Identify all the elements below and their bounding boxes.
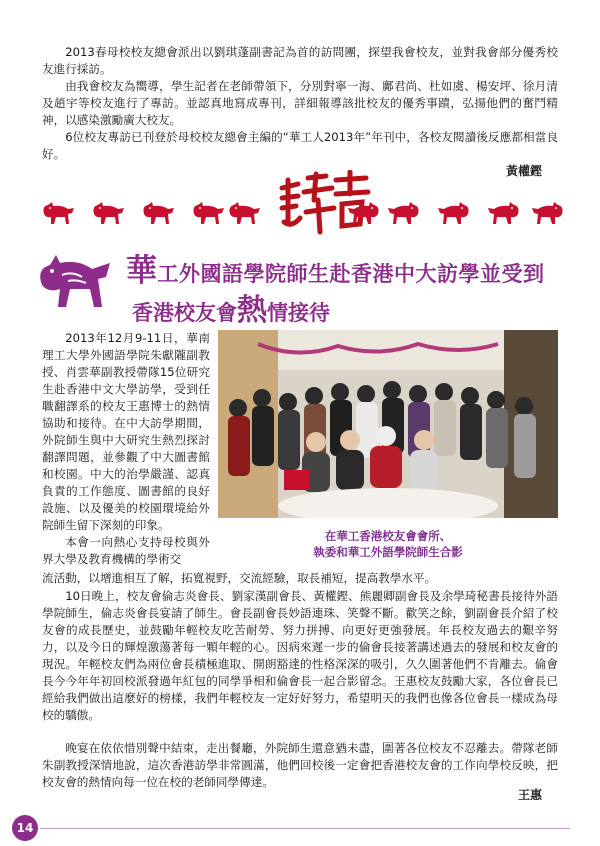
red-horse-icon xyxy=(38,200,78,228)
article-paragraph-2-continued: 流活動，以增進相互了解，拓寬視野，交流經驗，取長補短，提高教學水平。 xyxy=(42,571,437,585)
title-line2-part-b: 情接待 xyxy=(267,301,330,325)
article-title xyxy=(32,245,572,328)
red-horse-icon xyxy=(138,200,178,228)
red-horse-icon xyxy=(188,200,228,228)
title-initial: 華 xyxy=(126,253,158,289)
red-horse-icon xyxy=(434,200,474,228)
photo-caption xyxy=(218,528,558,560)
intro-paragraph-2: 由我會校友為嚮導，學生記者在老師帶領下，分別對寧一海、鄺君尚、杜如虞、楊安坪、徐月清及趙宇等校友進行了專訪。並認真地寫成專刊，詳細報導該批校友的優秀事蹟，弘揚他們的奮鬥精神，以感染激勵廣大校友。 xyxy=(42,79,558,127)
photo-caption-line-2: 執委和華工外語學院師生合影 xyxy=(313,545,463,559)
red-horse-icon xyxy=(484,200,524,228)
title-line2-emphasis: 熱 xyxy=(237,293,267,328)
intro-paragraph-3: 6位校友專訪已刊登於母校校友總會主編的“華工人2013年”年刊中，各校友閱讀後反應都相當良好。 xyxy=(42,130,558,161)
red-horse-icon xyxy=(528,200,568,228)
intro-paragraph-1: 2013春母校校友總會派出以劉琪蓬副書記為首的訪問團，探望我會校友，並對我會部分優秀校友進行採訪。 xyxy=(42,45,558,76)
photo-caption-line-1: 在華工香港校友會會所、 xyxy=(324,529,452,543)
red-horse-icon xyxy=(224,200,264,228)
group-photo-image xyxy=(218,330,558,518)
red-horse-icon xyxy=(88,200,128,228)
red-horse-icon xyxy=(384,200,424,228)
red-horse-icon xyxy=(344,200,384,228)
footer-rule xyxy=(40,828,570,829)
article-paragraph-4: 晚宴在依依惜別聲中結束，走出餐廳，外院師生還意猶未盡，圍著各位校友不忍離去。帶隊老師朱副教授深情地說，這次香港訪學非常圓滿，他們回校後一定會把香港校友會的工作向學校反映，把校友會的熱情向每一位在校的老師同學傳達。 xyxy=(42,741,558,789)
title-rest: 工外國語學院師生赴香港中大訪學並受到 xyxy=(157,262,545,286)
article-signature: 王惠 xyxy=(517,788,542,802)
article-title-line-1 xyxy=(126,245,545,290)
article-left-column xyxy=(42,330,210,568)
group-photo xyxy=(218,330,558,518)
intro-signature: 黃權鏗 xyxy=(505,164,542,178)
purple-horse-icon xyxy=(32,249,118,319)
article-paragraph-2-start: 本會一向熱心支持母校與外界大學及教育機構的學術交 xyxy=(42,535,210,566)
article-title-line-2 xyxy=(132,285,330,329)
page-number: 14 xyxy=(12,815,38,841)
article-paragraph-1: 2013年12月9-11日，華南理工大學外國語學院朱獻隴副教授、肖雲華副教授帶隊15位研究生赴香港中文大學訪學，受到任職翻譯系的校友王惠博士的熱情協助和接待。在中大訪學期間，外院師生與中大研究生熱烈探討翻譯問題，並參觀了中大圖書館和校園。中大的治學嚴謹、認真負責的工作態度、圖書館的良好設施、以及優美的校園環境給外院師生留下深刻的印象。 xyxy=(42,331,210,532)
title-line2-part-a: 香港校友會 xyxy=(132,301,237,325)
article-paragraph-3: 10日晚上，校友會倫志炎會長、劉家漢副會長、黃權鏗、熊麗卿副會長及余學琦秘書長接待外語學院師生，倫志炎會長宴請了師生。會長副會長妙語連珠、笑聲不斷。歡笑之餘，劉副會長介紹了校友會的成長歷史，並鼓勵年輕校友吃苦耐勞、努力拼搏、向更好更強發展。年長校友過去的艱辛努力，以及今日的輝煌激蕩著每一顆年輕的心。因病來遲一步的倫會長接著講述過去的發展和校友會的現況。年輕校友們為兩位會長積極進取、開朗豁達的性格深深的吸引，久久圍著他們不肯離去。倫會長今今年年初回校派發過年紅包的同學爭相和倫會長一起合影留念。王惠校友鼓勵大家，各位會長已經給我們做出這麼好的榜樣，我們年輕校友一定好好努力，希望明天的我們也像各位會長一樣成為母校的驕傲。 xyxy=(42,589,558,722)
horse-year-divider xyxy=(28,170,572,240)
